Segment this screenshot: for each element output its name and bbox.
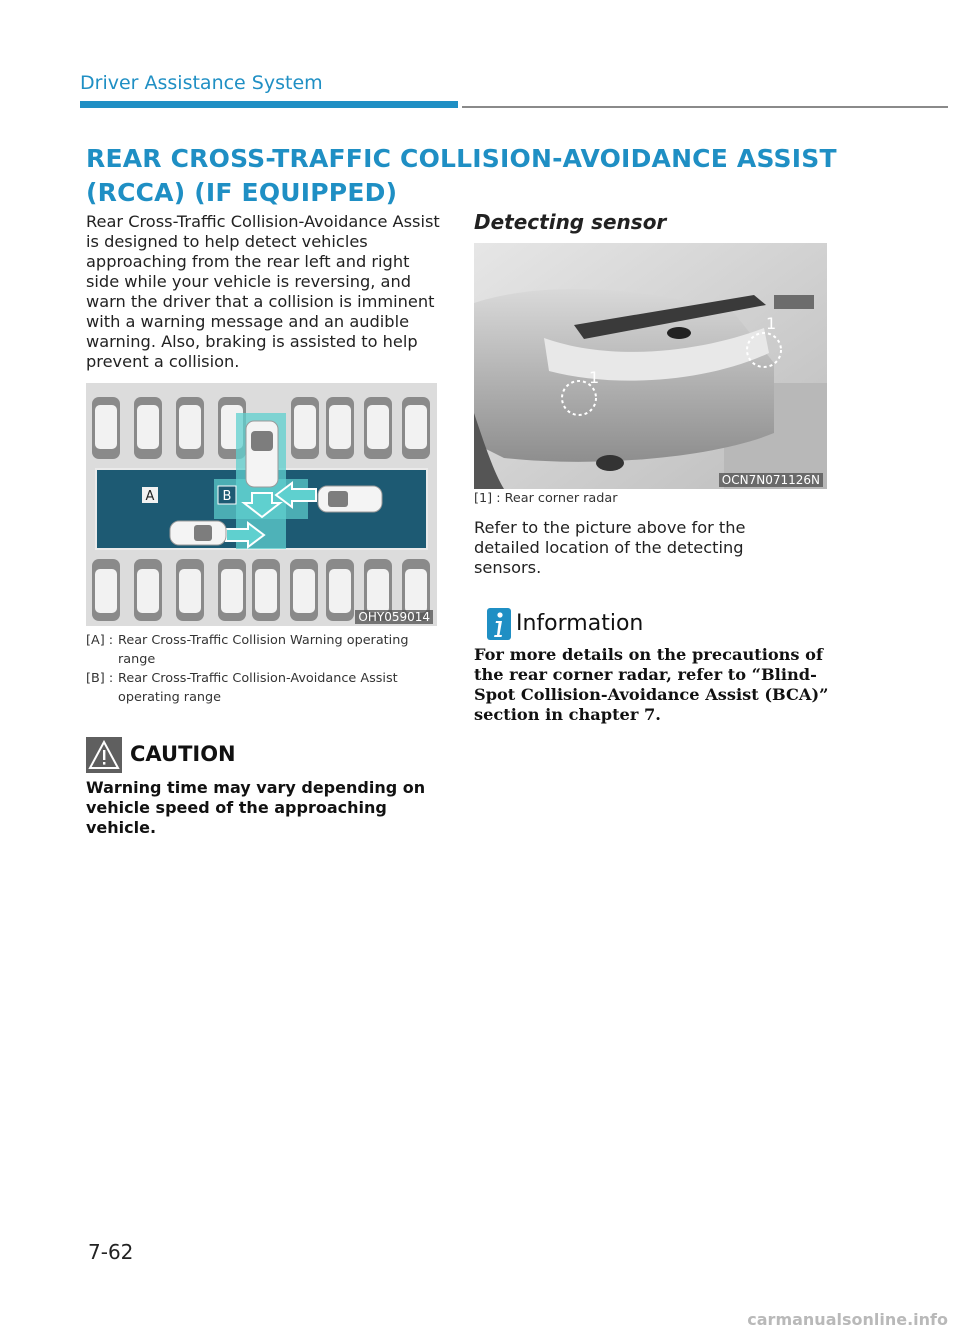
zone-label-a: A bbox=[145, 489, 155, 504]
warning-triangle-icon bbox=[86, 737, 122, 773]
figure-code: OCN7N071126N bbox=[719, 473, 823, 487]
header-title: Driver Assistance System bbox=[80, 72, 323, 94]
figure-legend bbox=[86, 631, 431, 707]
legend-key: [B] : bbox=[86, 671, 114, 686]
radar-caption: [1] : Rear corner radar bbox=[474, 491, 618, 506]
caution-title: CAUTION bbox=[130, 742, 236, 766]
legend-key: [A] : bbox=[86, 633, 114, 648]
watermark: carmanualsonline.info bbox=[747, 1310, 948, 1329]
information-title: Information bbox=[516, 611, 644, 636]
caution-text: Warning time may vary depending on vehicle speed of the approaching vehicle. bbox=[86, 778, 426, 837]
information-text: For more details on the precautions of the rear corner radar, refer to “Blind-Spot Collision-Avoidance Assist (BCA)” section in chapter 7. bbox=[474, 645, 829, 724]
section-title: REAR CROSS-TRAFFIC COLLISION-AVOIDANCE ASSIST (RCCA) (IF EQUIPPED) bbox=[86, 144, 837, 207]
intro-paragraph: Rear Cross-Traffic Collision-Avoidance Assist is designed to help detect vehicles approaching from the rear left and right side while your vehicle is reversing, and warn the driver that a collision is imminent with a warning message and an audible warning. Also, braking is assisted to help prevent a collision. bbox=[86, 212, 440, 371]
rear-car-image bbox=[474, 243, 827, 489]
header-rule bbox=[462, 106, 948, 108]
legend-item-a bbox=[86, 631, 431, 669]
radar-marker-right: 1 bbox=[766, 314, 777, 333]
legend-value: Rear Cross-Traffic Collision Warning operating range bbox=[118, 633, 409, 667]
legend-item-b bbox=[86, 669, 431, 707]
page-number: 7-62 bbox=[88, 1240, 134, 1264]
info-icon bbox=[487, 606, 511, 644]
zone-label-b: B bbox=[222, 489, 232, 504]
header-rule-accent bbox=[80, 101, 458, 108]
parking-diagram-image bbox=[86, 383, 437, 626]
radar-marker-left: 1 bbox=[589, 368, 600, 387]
parking-diagram-svg bbox=[86, 383, 437, 626]
detecting-sensor-text: Refer to the picture above for the detailed location of the detecting sensors. bbox=[474, 518, 746, 577]
detecting-sensor-heading: Detecting sensor bbox=[474, 210, 667, 234]
legend-value: Rear Cross-Traffic Collision-Avoidance Assist operating range bbox=[118, 671, 398, 705]
figure-code: OHY059014 bbox=[355, 610, 433, 624]
rear-car-svg bbox=[474, 243, 827, 489]
